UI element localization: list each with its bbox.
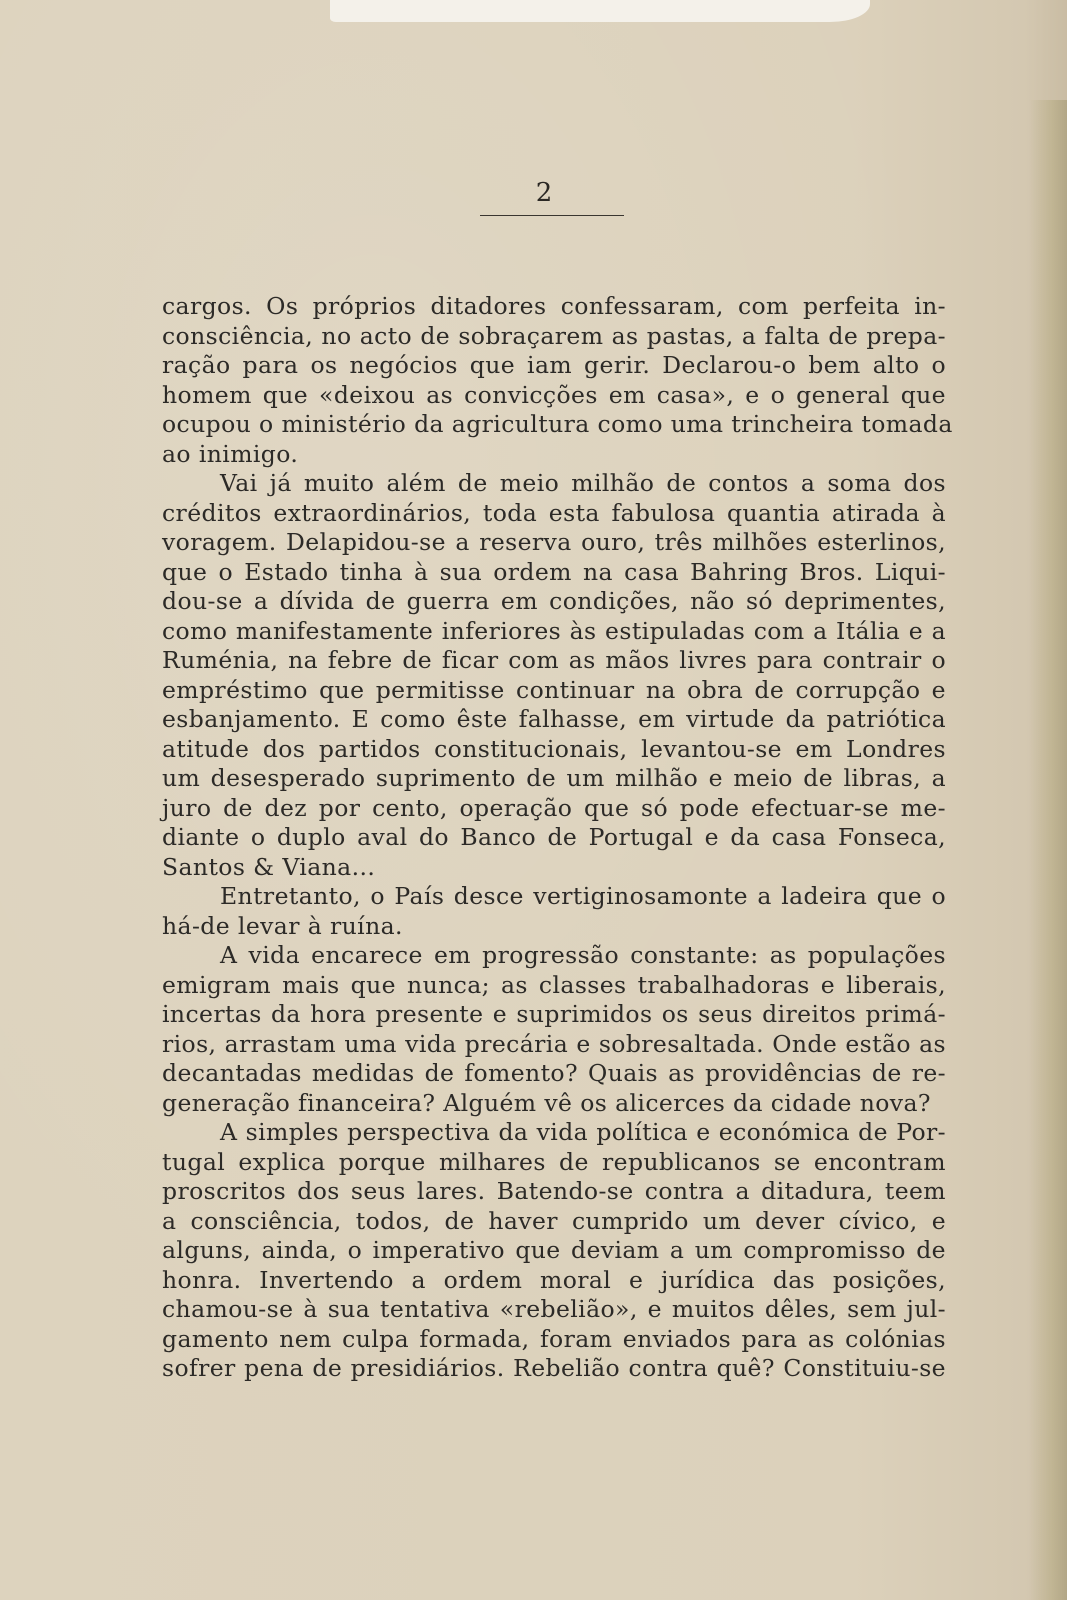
text-line: Vai já muito além de meio milhão de contos a soma dos	[220, 469, 946, 497]
text-line: alguns, ainda, o imperativo que deviam a um compromisso de	[162, 1236, 946, 1264]
text-line: há-de levar à ruína.	[162, 911, 403, 940]
body-text	[162, 292, 953, 1384]
text-line: que o Estado tinha à sua ordem na casa Bahring Bros. Liqui-	[162, 557, 946, 586]
text-line: homem que «deixou as convicções em casa», e o general que	[162, 380, 946, 409]
text-line: um desesperado suprimento de um milhão e meio de libras, a	[162, 764, 946, 792]
page-edge-stain	[1029, 100, 1067, 1600]
text-line: atitude dos partidos constitucionais, levantou-se em Londres	[162, 734, 946, 763]
text-line: empréstimo que permitisse continuar na obra de corrupção e	[162, 675, 946, 704]
page-number-rule	[480, 215, 624, 216]
text-line: emigram mais que nunca; as classes trabalhadoras e liberais,	[162, 970, 946, 999]
page-number: 2	[535, 178, 553, 208]
text-line: sofrer pena de presidiários. Rebelião contra quê? Constituiu-se	[162, 1354, 946, 1382]
text-line: Entretanto, o País desce vertiginosamonte a ladeira que o	[220, 882, 946, 910]
text-line: ração para os negócios que iam gerir. Declarou-o bem alto o	[162, 351, 946, 379]
text-line: cargos. Os próprios ditadores confessaram, com perfeita in-	[162, 292, 946, 320]
text-line: generação financeira? Alguém vê os alicerces da cidade nova?	[162, 1088, 931, 1117]
text-line: incertas da hora presente e suprimidos os seus direitos primá-	[162, 1000, 946, 1028]
text-line: tugal explica porque milhares de republicanos se encontram	[162, 1147, 946, 1176]
text-line: ao inimigo.	[162, 439, 299, 468]
text-line: proscritos dos seus lares. Batendo-se contra a ditadura, teem	[162, 1177, 946, 1205]
text-line: como manifestamente inferiores às estipuladas com a Itália e a	[162, 616, 946, 645]
text-line: diante o duplo aval do Banco de Portugal e da casa Fonseca,	[162, 823, 946, 851]
torn-paper-edge	[330, 0, 870, 22]
text-line: esbanjamento. E como êste falhasse, em virtude da patriótica	[162, 705, 946, 733]
text-line: A simples perspectiva da vida política e económica de Por-	[220, 1118, 946, 1146]
text-line: decantadas medidas de fomento? Quais as providências de re-	[162, 1059, 946, 1087]
text-line: Ruménia, na febre de ficar com as mãos livres para contrair o	[162, 646, 946, 674]
text-line: honra. Invertendo a ordem moral e jurídica das posições,	[162, 1265, 946, 1294]
text-line: a consciência, todos, de haver cumprido um dever cívico, e	[162, 1206, 946, 1235]
text-line: dou-se a dívida de guerra em condições, não só deprimentes,	[162, 587, 946, 615]
text-line: juro de dez por cento, operação que só pode efectuar-se me-	[162, 793, 946, 822]
text-line: chamou-se à sua tentativa «rebelião», e muitos dêles, sem jul-	[162, 1295, 946, 1323]
text-line: rios, arrastam uma vida precária e sobresaltada. Onde estão as	[162, 1029, 946, 1058]
text-line: ocupou o ministério da agricultura como uma trincheira tomada	[162, 410, 953, 438]
text-line: Santos & Viana...	[162, 852, 376, 881]
text-line: créditos extraordinários, toda esta fabulosa quantia atirada à	[162, 498, 946, 527]
text-line: gamento nem culpa formada, foram enviados para as colónias	[162, 1324, 946, 1353]
text-line: voragem. Delapidou-se a reserva ouro, três milhões esterlinos,	[162, 528, 946, 556]
text-line: A vida encarece em progressão constante: as populações	[220, 941, 946, 969]
text-line: consciência, no acto de sobraçarem as pastas, a falta de prepa-	[162, 321, 946, 350]
